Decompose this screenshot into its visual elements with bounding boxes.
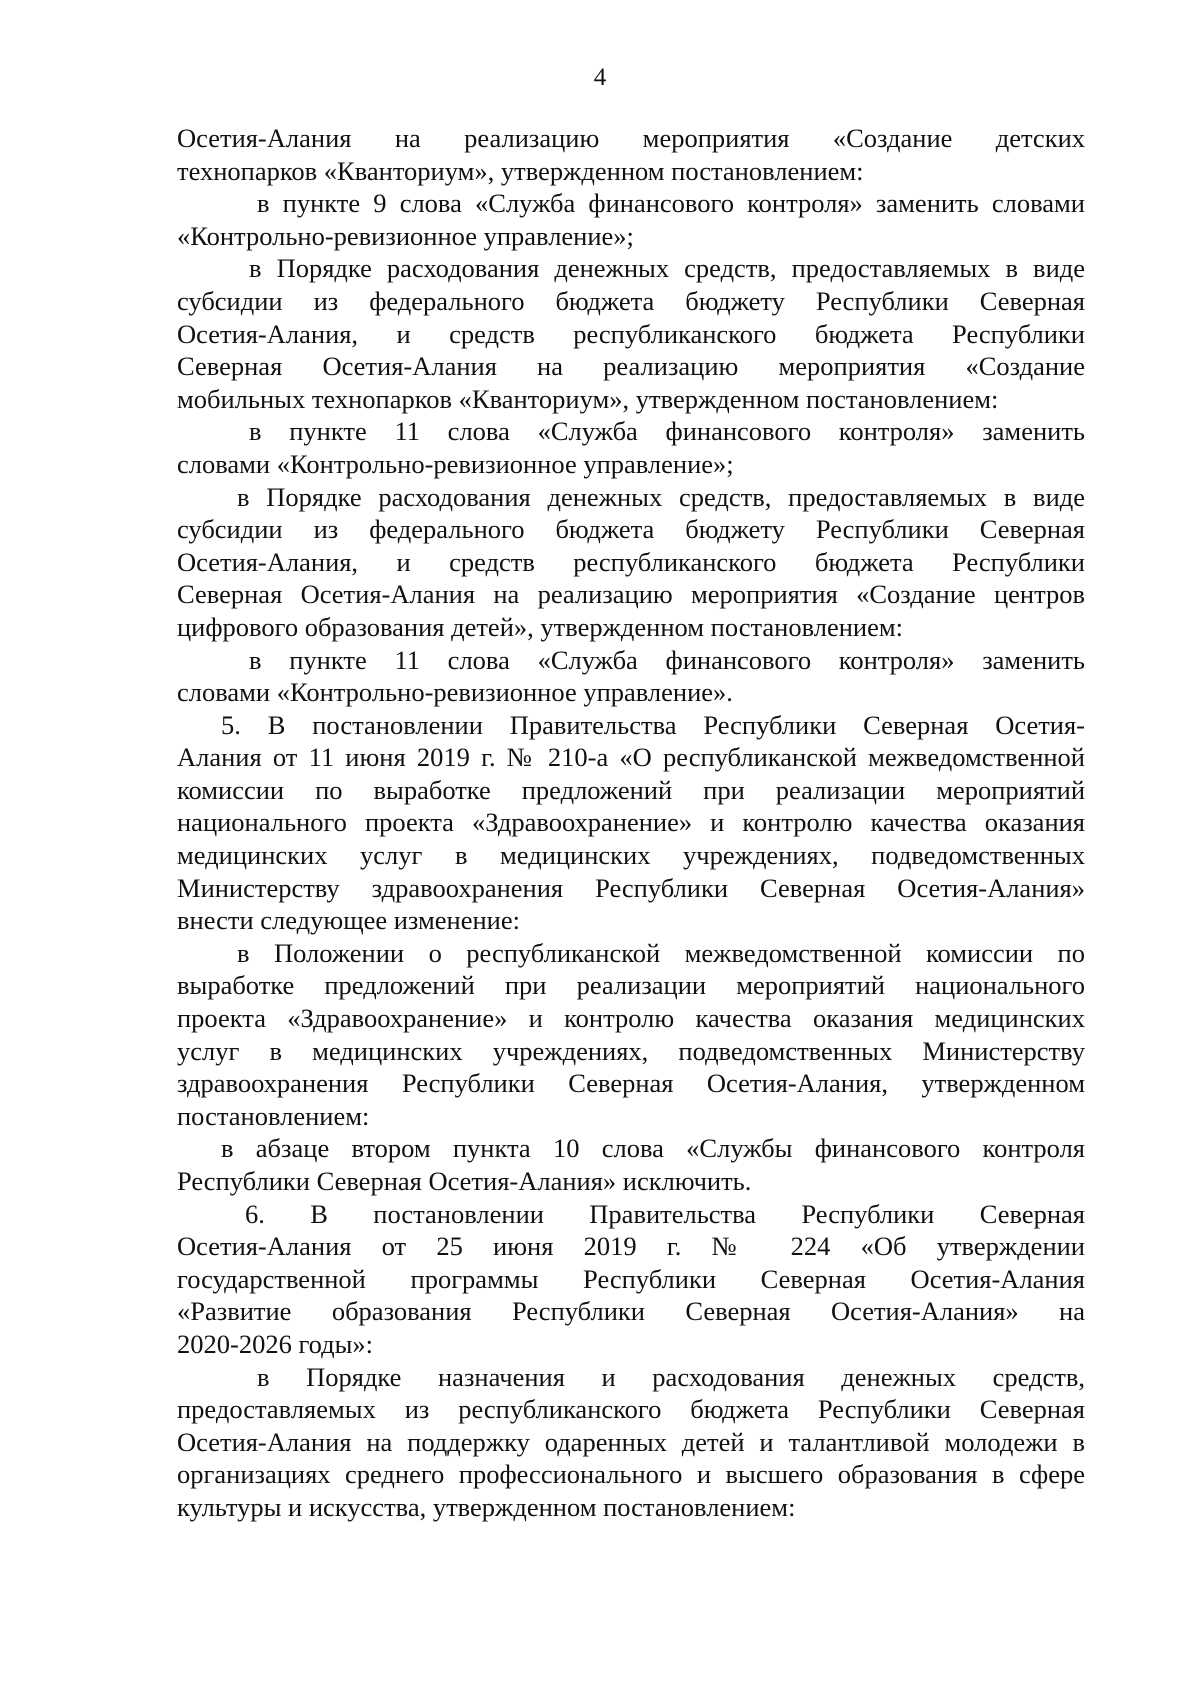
text-line: медицинских услуг в медицинских учреждениях, подведомственных bbox=[177, 840, 1085, 871]
text-line: предоставляемых из республиканского бюджета Республики Северная bbox=[177, 1394, 1085, 1425]
text-line: комиссии по выработке предложений при реализации мероприятий bbox=[177, 774, 1085, 805]
text-line: 6. В постановлении Правительства Республики Северная bbox=[245, 1198, 1085, 1229]
text-line: внести следующее изменение: bbox=[177, 905, 520, 936]
text-line: культуры и искусства, утвержденном постановлением: bbox=[177, 1491, 796, 1522]
text-line: мобильных технопарков «Кванториум», утвержденном постановлением: bbox=[177, 383, 999, 414]
text-line: Северная Осетия-Алания на реализацию мероприятия «Создание центров bbox=[177, 579, 1085, 610]
text-line: цифрового образования детей», утвержденном постановлением: bbox=[177, 611, 903, 642]
text-line: здравоохранения Республики Северная Осетия-Алания, утвержденном bbox=[177, 1068, 1085, 1099]
text-line: в Порядке расходования денежных средств, предоставляемых в виде bbox=[249, 253, 1085, 284]
text-line: в абзаце втором пункта 10 слова «Службы финансового контроля bbox=[221, 1133, 1085, 1164]
text-line: Осетия-Алания на реализацию мероприятия «Создание детских bbox=[177, 123, 1085, 153]
text-line: Алания от 11 июня 2019 г. № 210-а «О республиканской межведомственной bbox=[177, 742, 1085, 773]
text-line: в пункте 11 слова «Служба финансового контроля» заменить bbox=[249, 644, 1085, 675]
text-line: в Порядке расходования денежных средств, предоставляемых в виде bbox=[237, 481, 1085, 512]
text-line: организациях среднего профессионального и высшего образования в сфере bbox=[177, 1459, 1085, 1490]
text-line: Осетия-Алания, и средств республиканского бюджета Республики bbox=[177, 318, 1085, 349]
text-line: Осетия-Алания на поддержку одаренных детей и талантливой молодежи в bbox=[177, 1426, 1085, 1457]
text-line: 2020-2026 годы»: bbox=[177, 1328, 374, 1359]
text-line: услуг в медицинских учреждениях, подведомственных Министерству bbox=[177, 1035, 1085, 1066]
text-line: «Развитие образования Республики Северная Осетия-Алания» на bbox=[177, 1296, 1085, 1327]
text-line: Осетия-Алания от 25 июня 2019 г. № 224 «Об утверждении bbox=[177, 1231, 1085, 1262]
page-number: 4 bbox=[593, 64, 607, 91]
text-line: в пункте 11 слова «Служба финансового контроля» заменить bbox=[249, 416, 1085, 447]
text-line: государственной программы Республики Северная Осетия-Алания bbox=[177, 1263, 1085, 1294]
text-line: национального проекта «Здравоохранение» и контролю качества оказания bbox=[177, 807, 1085, 838]
text-line: субсидии из федерального бюджета бюджету Республики Северная bbox=[177, 285, 1085, 316]
text-line: словами «Контрольно-ревизионное управление». bbox=[177, 677, 733, 708]
text-line: Северная Осетия-Алания на реализацию мероприятия «Создание bbox=[177, 351, 1085, 382]
document-body bbox=[177, 122, 1085, 1524]
text-line: субсидии из федерального бюджета бюджету Республики Северная bbox=[177, 514, 1085, 545]
text-line: словами «Контрольно-ревизионное управление»; bbox=[177, 448, 734, 479]
text-line: постановлением: bbox=[177, 1100, 370, 1131]
text-line: в Положении о республиканской межведомственной комиссии по bbox=[237, 937, 1085, 968]
text-line: проекта «Здравоохранение» и контролю качества оказания медицинских bbox=[177, 1003, 1085, 1034]
text-line: в пункте 9 слова «Служба финансового контроля» заменить словами bbox=[257, 188, 1085, 219]
text-line: «Контрольно-ревизионное управление»; bbox=[177, 220, 634, 251]
text-line: 5. В постановлении Правительства Республики Северная Осетия- bbox=[221, 709, 1085, 740]
text-line: Республики Северная Осетия-Алания» исключить. bbox=[177, 1166, 752, 1196]
text-line: технопарков «Кванториум», утвержденном постановлением: bbox=[177, 155, 864, 186]
text-line: Осетия-Алания, и средств республиканского бюджета Республики bbox=[177, 546, 1085, 577]
text-line: Министерству здравоохранения Республики Северная Осетия-Алания» bbox=[177, 872, 1085, 903]
text-line: в Порядке назначения и расходования денежных средств, bbox=[257, 1361, 1085, 1392]
text-line: выработке предложений при реализации мероприятий национального bbox=[177, 970, 1085, 1001]
